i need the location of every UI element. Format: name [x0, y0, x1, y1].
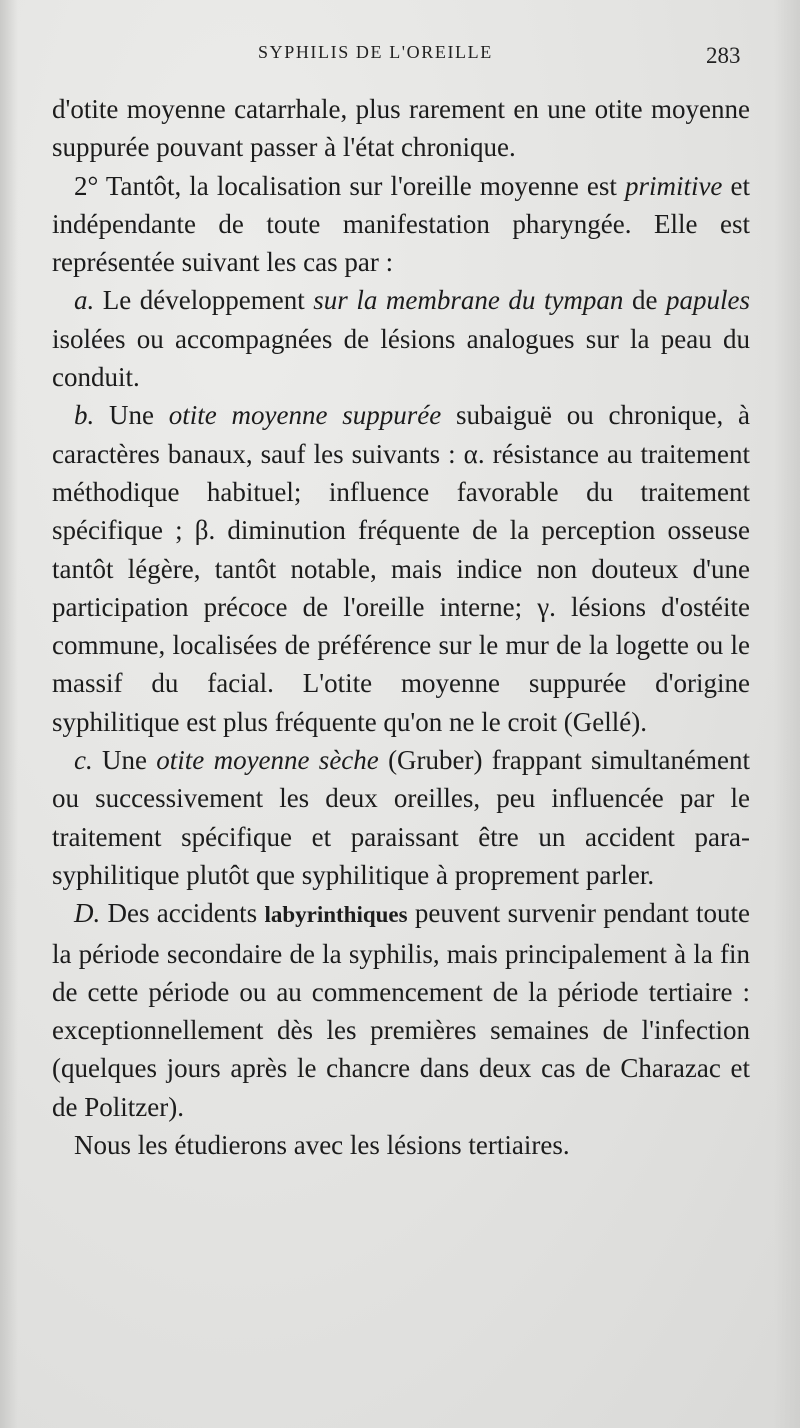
- paragraph-a-papules: [52, 281, 750, 396]
- paragraph-continuation: [52, 90, 750, 167]
- paragraph-text: Le développement: [94, 285, 314, 316]
- italic-term: otite moyenne suppurée: [168, 400, 442, 431]
- list-marker: a.: [74, 285, 95, 316]
- paragraph-text: diminution fréquente de la perception osseuse tantôt légère, tantôt notable, mais indice non douteux d'une participation précoce de l'oreille interne;: [52, 515, 750, 622]
- greek-marker: α.: [463, 438, 485, 469]
- greek-marker: β.: [194, 515, 216, 546]
- paragraph-text: 2° Tantôt, la localisation sur l'oreille moyenne est: [74, 170, 625, 201]
- paragraph-text: peuvent survenir pendant toute la période secondaire de la syphilis, mais principalement à la fin de cette période ou au commencement de la période tertiaire : exceptionnellement dès les premières semaines de l'infection (quelques jours après le chancre dans deux cas de Charazac et de Politzer).: [52, 898, 750, 1122]
- paragraph-text: Une: [92, 745, 157, 776]
- greek-marker: γ.: [537, 591, 556, 622]
- italic-term: otite moyenne sèche: [156, 745, 379, 776]
- page-shadow-left: [0, 0, 18, 1428]
- bold-term: labyrinthiques: [264, 902, 408, 928]
- paragraph-text: subaiguë ou chronique, à caractères banaux, sauf les suivants :: [52, 400, 751, 469]
- paragraph-text: de: [623, 285, 667, 316]
- running-title: SYPHILIS DE L'OREILLE: [258, 42, 493, 62]
- paragraph-2-primitive: [52, 167, 750, 282]
- paragraph-text: d'otite moyenne catarrhale, plus rarement en une otite moyenne suppurée pouvant passer à l'état chronique.: [52, 94, 750, 163]
- page-number: 283: [706, 43, 741, 68]
- paragraph-text: Une: [94, 400, 169, 431]
- body-text: [52, 90, 750, 1164]
- paragraph-text: isolées ou accompagnées de lésions analogues sur la peau du conduit.: [52, 323, 750, 393]
- paragraph-text: Des accidents: [100, 898, 265, 929]
- paragraph-text: (Gruber) frappant simultanément ou successivement les deux oreilles, peu influencée par le traitement spécifique et paraissant être un accident para-syphilitique plutôt que syphilitique à proprement parler.: [52, 745, 751, 890]
- paragraph-text: lésions d'ostéite commune, localisées de préférence sur le mur de la logette ou le massif du facial. L'otite moyenne suppurée d'origine syphilitique est plus fréquente qu'on ne le croit (Gellé).: [52, 591, 750, 737]
- paragraph-text: Nous les étudierons avec les lésions tertiaires.: [74, 1130, 570, 1161]
- paragraph-final: [52, 1126, 750, 1164]
- italic-term: sur la membrane du tympan: [313, 285, 624, 316]
- list-marker: c.: [74, 745, 93, 776]
- list-marker: b.: [74, 400, 95, 431]
- list-marker: D.: [74, 898, 101, 929]
- paragraph-d-labyrinthiques: [52, 894, 750, 1126]
- paragraph-b-otite-suppuree: [52, 396, 750, 741]
- italic-term: primitive: [624, 170, 723, 201]
- paragraph-text: et indépendante de toute manifestation pharyngée. Elle est représentée suivant les cas par :: [52, 170, 750, 278]
- paragraph-c-otite-seche: [52, 741, 750, 894]
- italic-term: papules: [666, 285, 751, 316]
- page-shadow-right: [774, 0, 800, 1428]
- paragraph-text: résistance au traitement méthodique habituel; influence favorable du traitement spécifique ;: [52, 438, 750, 546]
